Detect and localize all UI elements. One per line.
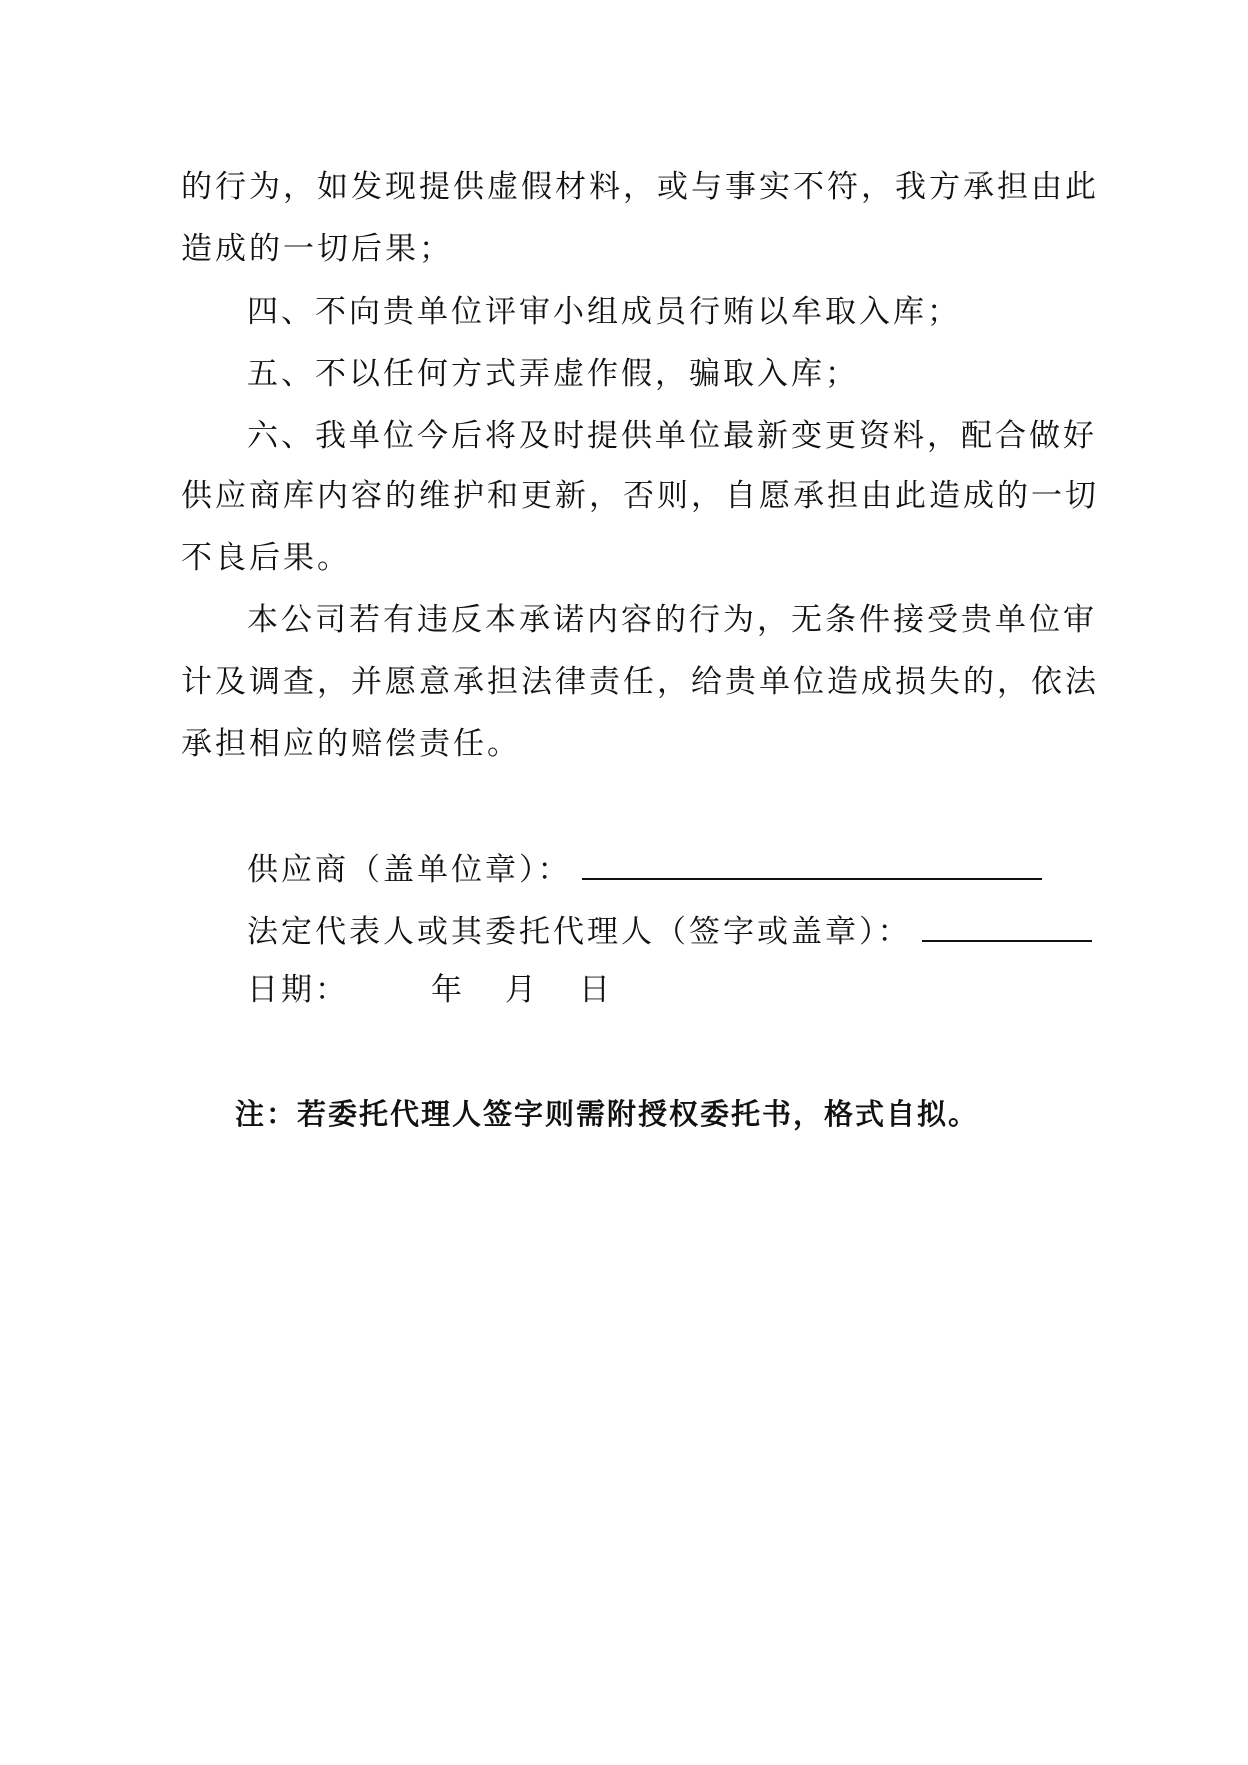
body-line-8: 本公司若有违反本承诺内容的行为，无条件接受贵单位审	[247, 602, 1097, 638]
body-line-10: 承担相应的赔偿责任。	[181, 726, 521, 762]
supplier-seal-label: 供应商（盖单位章）：	[247, 852, 572, 888]
supplier-seal-blank	[582, 848, 1042, 880]
date-year: 年	[431, 972, 465, 1008]
body-line-7: 不良后果。	[181, 540, 351, 576]
body-line-4: 五、不以任何方式弄虚作假，骗取入库；	[247, 356, 859, 392]
authorization-note: 注：若委托代理人签字则需附授权委托书，格式自拟。	[235, 1097, 980, 1131]
body-line-9: 计及调查，并愿意承担法律责任，给贵单位造成损失的，依法	[181, 664, 1099, 700]
representative-signature-row	[247, 910, 1092, 952]
body-line-6: 供应商库内容的维护和更新，否则，自愿承担由此造成的一切	[181, 478, 1099, 514]
body-line-5: 六、我单位今后将及时提供单位最新变更资料，配合做好	[247, 418, 1097, 454]
body-line-1: 的行为，如发现提供虚假材料，或与事实不符，我方承担由此	[181, 169, 1099, 205]
body-line-3: 四、不向贵单位评审小组成员行贿以牟取入库；	[247, 294, 961, 330]
representative-signature-blank	[922, 910, 1092, 942]
date-day: 日	[579, 972, 613, 1008]
supplier-seal-row	[247, 848, 1042, 890]
representative-signature-label: 法定代表人或其委托代理人（签字或盖章）：	[247, 914, 912, 950]
date-label: 日期：	[247, 972, 349, 1008]
date-row	[247, 970, 613, 1010]
body-line-2: 造成的一切后果；	[181, 231, 453, 267]
date-month: 月	[505, 972, 539, 1008]
